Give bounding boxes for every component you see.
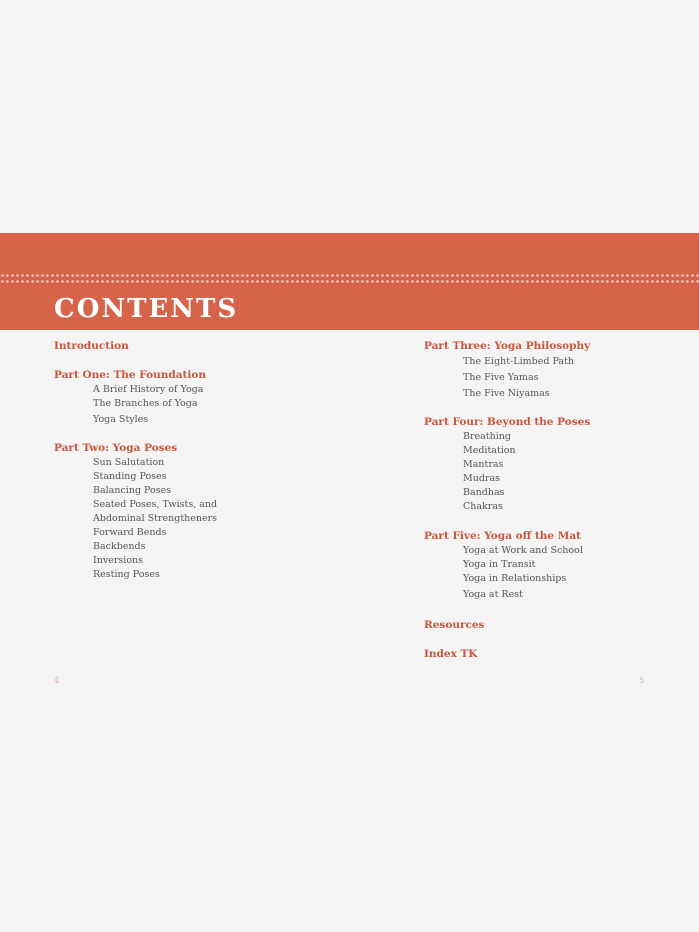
toc-item[interactable]: Meditation bbox=[463, 445, 516, 456]
toc-item[interactable]: Seated Poses, Twists, and bbox=[93, 499, 218, 510]
dotted-rule-top bbox=[0, 274, 699, 277]
dotted-rule-bottom bbox=[0, 280, 699, 283]
toc-part-five-heading[interactable]: Part Five: Yoga off the Mat bbox=[424, 530, 581, 542]
toc-item[interactable]: Chakras bbox=[463, 501, 503, 512]
toc-part-three-heading[interactable]: Part Three: Yoga Philosophy bbox=[424, 340, 591, 352]
toc-part-two-list bbox=[54, 456, 354, 582]
toc-item[interactable]: Breathing bbox=[463, 431, 511, 442]
toc-item[interactable]: A Brief History of Yoga bbox=[93, 384, 204, 395]
toc-item[interactable]: Balancing Poses bbox=[93, 485, 172, 496]
toc-item[interactable]: The Five Yamas bbox=[463, 372, 539, 383]
page-title: CONTENTS bbox=[54, 294, 239, 324]
toc-item[interactable]: Yoga in Transit bbox=[463, 559, 536, 570]
toc-item[interactable]: Sun Salutation bbox=[93, 457, 165, 468]
toc-item[interactable]: Yoga at Work and School bbox=[463, 545, 583, 556]
toc-part-four-list bbox=[424, 430, 684, 514]
toc-item[interactable]: Bandhas bbox=[463, 487, 505, 498]
toc-item[interactable]: Yoga at Rest bbox=[463, 589, 523, 600]
toc-entry-introduction[interactable]: Introduction bbox=[54, 340, 129, 352]
toc-part-one-list bbox=[54, 383, 354, 428]
toc-part-four-heading[interactable]: Part Four: Beyond the Poses bbox=[424, 416, 591, 428]
toc-item[interactable]: Abdominal Strengtheners bbox=[93, 513, 218, 524]
toc-item[interactable]: Yoga in Relationships bbox=[463, 573, 567, 584]
toc-item[interactable]: The Five Niyamas bbox=[463, 388, 550, 399]
toc-item[interactable]: Mantras bbox=[463, 459, 504, 470]
header-band bbox=[0, 233, 699, 330]
toc-entry-resources[interactable]: Resources bbox=[424, 619, 485, 631]
toc-item[interactable]: Backbends bbox=[93, 541, 146, 552]
toc-item[interactable]: Forward Bends bbox=[93, 527, 167, 538]
toc-item[interactable]: Mudras bbox=[463, 473, 501, 484]
toc-item[interactable]: Yoga Styles bbox=[93, 414, 149, 425]
toc-item[interactable]: Inversions bbox=[93, 555, 144, 566]
toc-item[interactable]: Standing Poses bbox=[93, 471, 167, 482]
toc-part-two-heading[interactable]: Part Two: Yoga Poses bbox=[54, 442, 178, 454]
contents-column-left bbox=[54, 339, 354, 582]
toc-part-one-heading[interactable]: Part One: The Foundation bbox=[54, 369, 207, 381]
toc-item[interactable]: Resting Poses bbox=[93, 569, 160, 580]
page-number-right: 5 bbox=[639, 676, 645, 685]
toc-part-five-list bbox=[424, 544, 684, 603]
toc-entry-index[interactable]: Index TK bbox=[424, 648, 478, 660]
toc-part-three-list bbox=[424, 354, 684, 402]
toc-item[interactable]: The Eight-Limbed Path bbox=[463, 356, 575, 367]
page-number-left: 4 bbox=[54, 676, 60, 685]
toc-item[interactable]: The Branches of Yoga bbox=[93, 398, 198, 409]
contents-column-right bbox=[424, 339, 684, 661]
